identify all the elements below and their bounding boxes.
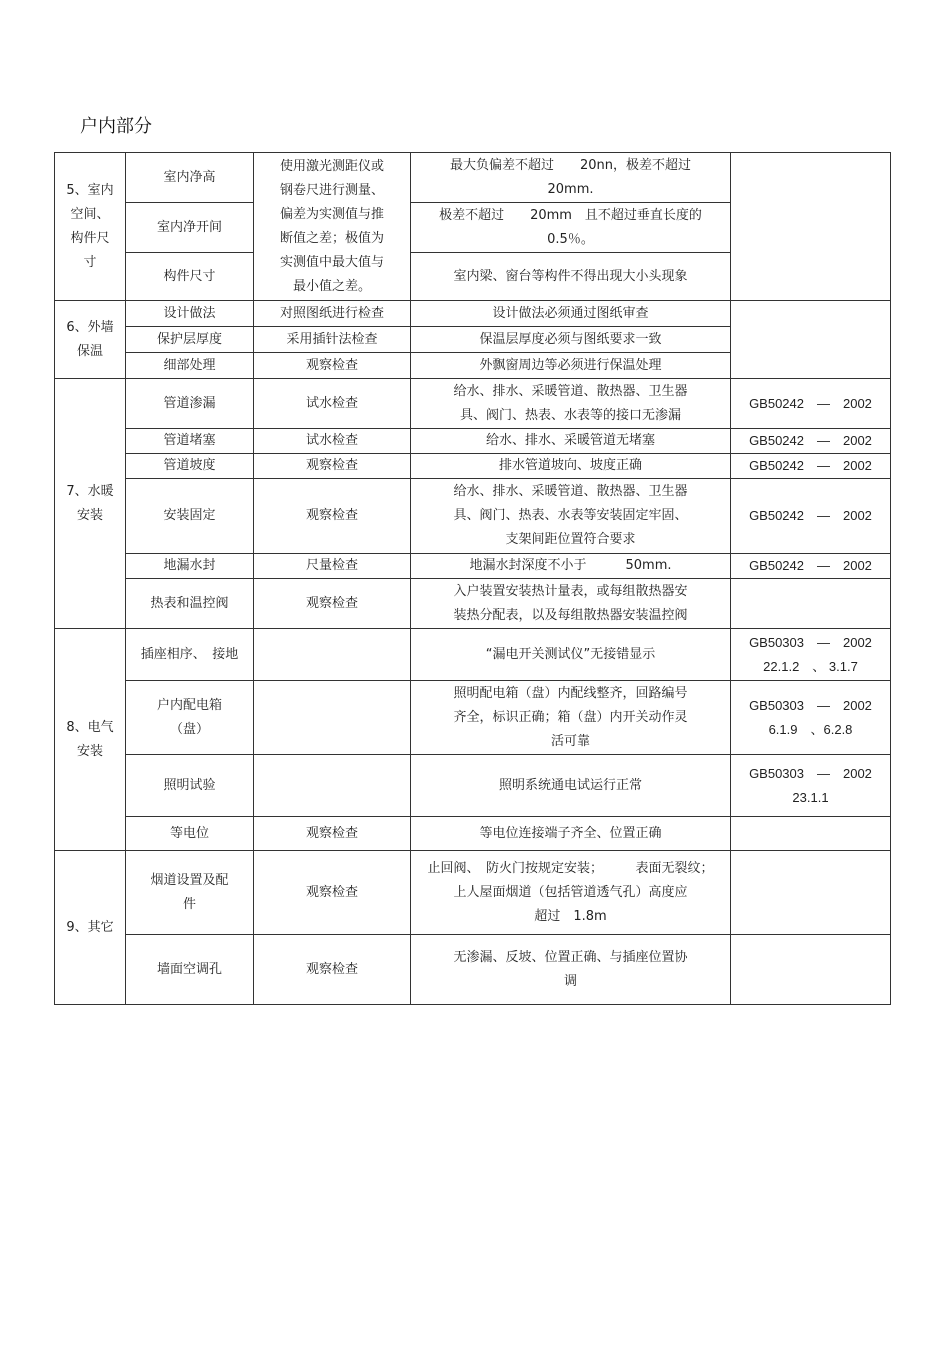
requirement-cell: 无渗漏、反坡、位置正确、与插座位置协 调 — [411, 935, 731, 1005]
item-cell: 热表和温控阀 — [126, 579, 254, 629]
requirement-cell: 照明配电箱（盘）内配线整齐，回路编号 齐全，标识正确；箱（盘）内开关动作灵 活可靠 — [411, 681, 731, 755]
requirement-cell: 等电位连接端子齐全、位置正确 — [411, 817, 731, 851]
table-row — [55, 579, 891, 629]
table-row — [55, 554, 891, 579]
requirement-cell: 保温层厚度必须与图纸要求一致 — [411, 327, 731, 353]
requirement-cell: 地漏水封深度不小于 50mm. — [411, 554, 731, 579]
method-cell: 观察检查 — [254, 817, 411, 851]
requirement-cell: 给水、排水、采暖管道无堵塞 — [411, 429, 731, 454]
table-row — [55, 851, 891, 935]
standard-cell — [731, 579, 891, 629]
standard-cell: GB50242 — 2002 — [731, 554, 891, 579]
item-cell: 室内净开间 — [126, 203, 254, 253]
item-cell: 地漏水封 — [126, 554, 254, 579]
method-cell: 采用插针法检查 — [254, 327, 411, 353]
standard-cell: GB50303 — 2002 22.1.2 、 3.1.7 — [731, 629, 891, 681]
method-cell: 观察检查 — [254, 579, 411, 629]
item-cell: 管道堵塞 — [126, 429, 254, 454]
standard-cell: GB50242 — 2002 — [731, 454, 891, 479]
standard-cell: GB50303 — 2002 23.1.1 — [731, 755, 891, 817]
method-cell: 使用激光测距仪或 钢卷尺进行测量、 偏差为实测值与推 断值之差；极值为 实测值中最大值与 最小值之差。 — [254, 153, 411, 301]
requirement-cell: 极差不超过 20mm 且不超过垂直长度的 0.5％。 — [411, 203, 731, 253]
method-cell: 观察检查 — [254, 479, 411, 554]
standard-cell: GB50242 — 2002 — [731, 429, 891, 454]
table-row — [55, 629, 891, 681]
method-cell — [254, 681, 411, 755]
requirement-cell: 室内梁、窗台等构件不得出现大小头现象 — [411, 253, 731, 301]
requirement-cell: 最大负偏差不超过 20nn，极差不超过 20mm. — [411, 153, 731, 203]
item-cell: 照明试验 — [126, 755, 254, 817]
item-cell: 管道渗漏 — [126, 379, 254, 429]
standard-cell: GB50242 — 2002 — [731, 479, 891, 554]
method-cell: 观察检查 — [254, 353, 411, 379]
item-cell: 墙面空调孔 — [126, 935, 254, 1005]
standard-cell — [731, 935, 891, 1005]
standard-cell: GB50303 — 2002 6.1.9 、6.2.8 — [731, 681, 891, 755]
item-cell: 细部处理 — [126, 353, 254, 379]
page-title: 户内部分 — [80, 116, 152, 137]
table-row — [55, 935, 891, 1005]
inspection-table — [54, 152, 891, 1005]
requirement-cell: 止回阀、 防火门按规定安装； 表面无裂纹； 上人屋面烟道（包括管道透气孔）高度应 超过 1.8m — [411, 851, 731, 935]
method-cell: 试水检查 — [254, 379, 411, 429]
item-cell: 户内配电箱 （盘） — [126, 681, 254, 755]
requirement-cell: “漏电开关测试仪”无接错显示 — [411, 629, 731, 681]
category-cell: 9、其它 — [55, 851, 126, 1005]
item-cell: 保护层厚度 — [126, 327, 254, 353]
requirement-cell: 外飘窗周边等必须进行保温处理 — [411, 353, 731, 379]
method-cell: 观察检查 — [254, 851, 411, 935]
item-cell: 管道坡度 — [126, 454, 254, 479]
requirement-cell: 给水、排水、采暖管道、散热器、卫生器 具、阀门、热表、水表等的接口无渗漏 — [411, 379, 731, 429]
method-cell: 尺量检查 — [254, 554, 411, 579]
requirement-cell: 照明系统通电试运行正常 — [411, 755, 731, 817]
category-cell: 6、外墙 保温 — [55, 301, 126, 379]
item-cell: 烟道设置及配 件 — [126, 851, 254, 935]
item-cell: 插座相序、 接地 — [126, 629, 254, 681]
method-cell — [254, 755, 411, 817]
method-cell — [254, 629, 411, 681]
standard-cell — [731, 153, 891, 301]
method-cell: 试水检查 — [254, 429, 411, 454]
item-cell: 设计做法 — [126, 301, 254, 327]
category-cell: 8、电气 安装 — [55, 629, 126, 851]
table-row — [55, 755, 891, 817]
table-row — [55, 454, 891, 479]
item-cell: 等电位 — [126, 817, 254, 851]
requirement-cell: 设计做法必须通过图纸审查 — [411, 301, 731, 327]
category-cell: 5、室内 空间、 构件尺 寸 — [55, 153, 126, 301]
item-cell: 室内净高 — [126, 153, 254, 203]
table-row — [55, 301, 891, 327]
table-row — [55, 379, 891, 429]
table-row — [55, 429, 891, 454]
item-cell: 安装固定 — [126, 479, 254, 554]
standard-cell — [731, 817, 891, 851]
standard-cell: GB50242 — 2002 — [731, 379, 891, 429]
table-row — [55, 681, 891, 755]
standard-cell — [731, 301, 891, 379]
table-row — [55, 817, 891, 851]
requirement-cell: 入户装置安装热计量表，或每组散热器安 装热分配表，以及每组散热器安装温控阀 — [411, 579, 731, 629]
requirement-cell: 给水、排水、采暖管道、散热器、卫生器 具、阀门、热表、水表等安装固定牢固、 支架间距位置符合要求 — [411, 479, 731, 554]
method-cell: 对照图纸进行检查 — [254, 301, 411, 327]
method-cell: 观察检查 — [254, 454, 411, 479]
requirement-cell: 排水管道坡向、坡度正确 — [411, 454, 731, 479]
standard-cell — [731, 851, 891, 935]
item-cell: 构件尺寸 — [126, 253, 254, 301]
table-row — [55, 479, 891, 554]
table-row — [55, 153, 891, 203]
category-cell: 7、水暖 安装 — [55, 379, 126, 629]
method-cell: 观察检查 — [254, 935, 411, 1005]
